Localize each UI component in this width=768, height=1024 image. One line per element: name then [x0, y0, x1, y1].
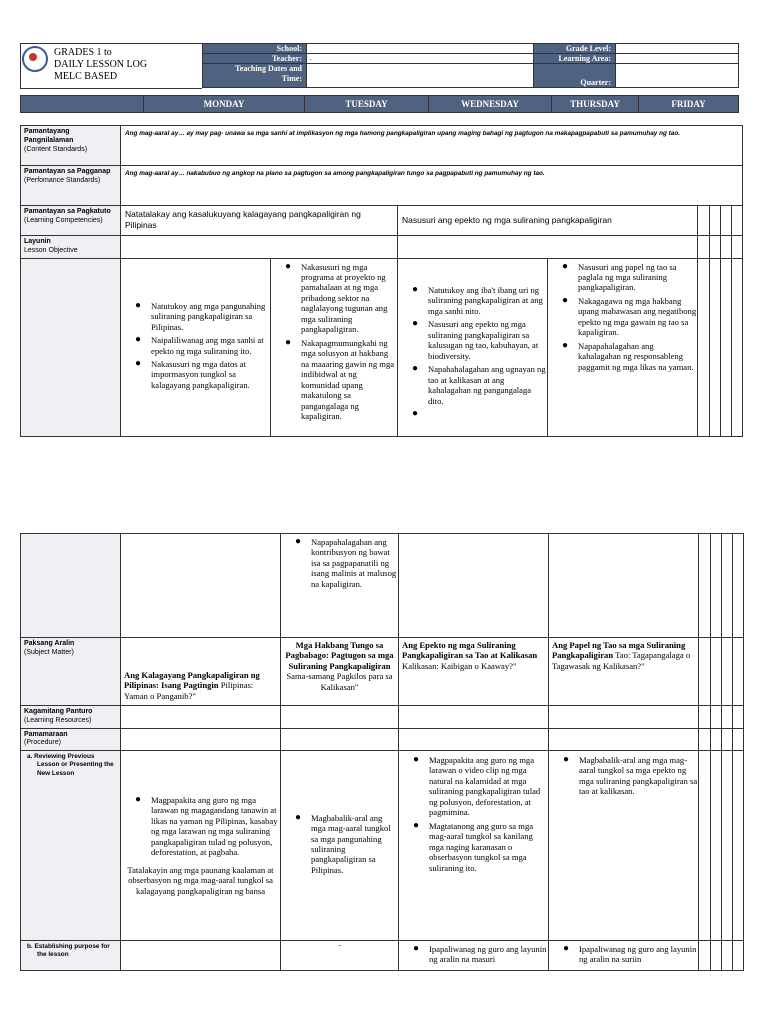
empty-cell [698, 236, 710, 259]
reviewing-thursday [549, 751, 699, 941]
subject-tuesday [281, 638, 399, 706]
title-line-2: DAILY LESSON LOG [54, 59, 148, 70]
objective-monday-list [121, 301, 270, 391]
objective-tuesday [271, 258, 398, 436]
empty-cell [733, 751, 744, 941]
dates-label-line-2: Time: [281, 73, 302, 83]
empty-cell [281, 728, 399, 751]
objective-title: Layunin [24, 238, 51, 245]
content-standards-subtitle: (Content Standards) [24, 145, 88, 153]
competency-a-text: Natatalakay ang kasalukuyang kalagayang pangkapaligiran ng Pilipinas [121, 206, 398, 236]
objective-tuesday-continued [281, 534, 399, 638]
empty-cell [698, 258, 710, 436]
empty-cell [699, 706, 711, 729]
day-header-blank [21, 96, 144, 113]
lesson-table-page-2 [20, 533, 744, 971]
list-item: ● Napapahalagahan ang kahalagahan ng responsableng paggamit ng mga likas na yaman. [578, 341, 697, 372]
empty-cell [710, 236, 721, 259]
title-line-1: GRADES 1 to [54, 47, 112, 58]
empty-cell [722, 534, 733, 638]
empty-cell [711, 638, 722, 706]
empty-cell [711, 941, 722, 971]
list-item: ● Nasusuri ang epekto ng mga suliraning pangkapaligiran sa kalusugan ng tao, kabuhayan, at biodiversity. [428, 319, 547, 361]
empty-cell [699, 638, 711, 706]
subject-tuesday-title: Mga Hakbang Tungo sa Pagbabago: Pagtugon sa mga Suliraning Pangkapaligiran [285, 640, 394, 671]
grade-level-field[interactable] [616, 44, 739, 54]
dates-label [203, 64, 307, 88]
procedure-label [21, 728, 121, 751]
day-friday: FRIDAY [639, 96, 739, 113]
lesson-table-page-1 [20, 125, 743, 437]
subject-wednesday [399, 638, 549, 706]
reviewing-tuesday [281, 751, 399, 941]
objective-wednesday-list [398, 285, 547, 406]
empty-cell [698, 206, 710, 236]
subject-matter-title: Paksang Aralin [24, 640, 75, 647]
dates-field[interactable] [307, 64, 534, 88]
objective-wednesday-continued [399, 534, 549, 638]
empty-cell [699, 534, 711, 638]
empty-cell [711, 706, 722, 729]
resources-title: Kagamitang Panturo [24, 708, 93, 715]
list-item: ● Magtatanong ang guro sa mga mag-aaral tungkol sa kanilang mga naging karanasan o obserbasyon tungkol sa mga suliraning ito. [429, 821, 548, 873]
establishing-tuesday: - [281, 941, 399, 971]
empty-cell [722, 638, 733, 706]
subject-thursday-title: Ang Papel ng Tao sa mga Suliraning Pangkapaligiran [552, 640, 686, 661]
subject-wednesday-title: Ang Epekto ng mga Suliraning Pangkapaligiran sa Tao at Kalikasan [402, 640, 538, 661]
empty-cell [722, 728, 733, 751]
list-item: ● Nakasusuri ng mga programa at proyekto ng pamahalaan at ng mga pribadong sektor na naglalayong tugunan ang mga suliraning pangkapaligiran. [301, 262, 397, 335]
empty-cell [711, 751, 722, 941]
competency-b-text: Nasusuri ang epekto ng mga suliraning pangkapaligiran [398, 206, 698, 236]
reviewing-wednesday [399, 751, 549, 941]
objective-thursday [548, 258, 698, 436]
empty-cell [699, 751, 711, 941]
learning-area-label: Learning Area: [534, 54, 616, 64]
empty-cell [732, 236, 743, 259]
subject-thursday [549, 638, 699, 706]
establishing-wednesday [399, 941, 549, 971]
reviewing-monday-note: Tatalakayin ang mga paunang kaalaman at obserbasyon ng mga mag-aaral tungkol sa kalagayang pangkapaligiran ng bansa [127, 864, 274, 896]
establishing-wednesday-list [399, 944, 548, 965]
list-item: ● Nasusuri ang papel ng tao sa paglala ng mga suliraning pangkapaligiran. [578, 262, 697, 293]
performance-standards-title: Pamantayan sa Pagganap [24, 168, 111, 175]
empty-cell [121, 728, 281, 751]
establishing-thursday [549, 941, 699, 971]
objective-monday [121, 258, 271, 436]
objective-subtitle: Lesson Objective [24, 246, 78, 254]
empty-cell [281, 706, 399, 729]
subject-tuesday-rest: Sama-samang Pagkilos para sa Kalikasan" [286, 671, 393, 692]
content-standards-title: Pamantayang Pangnilalaman [24, 128, 74, 144]
school-field[interactable] [307, 44, 534, 54]
subject-matter-label [21, 638, 121, 706]
quarter-label: Quarter: [534, 64, 616, 88]
subject-matter-subtitle: (Subject Matter) [24, 648, 74, 656]
day-wednesday: WEDNESDAY [429, 96, 552, 113]
objective-wednesday [398, 258, 548, 436]
list-item: ● Ipapaliwanag ng guro ang layunin ng aralin na masuri [429, 944, 548, 965]
empty-cell [733, 534, 744, 638]
objective-header-b [398, 236, 698, 259]
subject-thursday-rest: Tao: Tagapangalaga o Tagawasak ng Kalikasan?" [552, 650, 691, 671]
school-label: School: [203, 44, 307, 54]
empty-cell [699, 941, 711, 971]
quarter-field[interactable] [616, 64, 739, 88]
objective-continued-label [21, 534, 121, 638]
empty-cell [121, 941, 281, 971]
grade-level-label: Grade Level: [534, 44, 616, 54]
empty-cell [722, 706, 733, 729]
dates-label-line-1: Teaching Dates and [235, 64, 302, 73]
list-item: ● Natutukoy ang mga pangunahing suliraning pangkapaligiran sa Pilipinas. [151, 301, 270, 332]
list-item: ● Natutukoy ang iba't ibang uri ng suliraning pangkapaligiran at ang mga sanhi nito. [428, 285, 547, 316]
reviewing-label: a. Reviewing Previous Lesson or Presenting the New Lesson [21, 751, 121, 941]
empty-cell [121, 706, 281, 729]
competencies-label [21, 206, 121, 236]
objective-thursday-continued [549, 534, 699, 638]
subject-wednesday-rest: Kalikasan: Kaibigan o Kaaway?" [402, 660, 517, 671]
list-item: ● Magpapakita ang guro ng mga larawan ng magagandang tanawin at likas na yaman ng Pilipinas, kasabay ng mga larawan ng mga suliraning pangkapaligiran tulad ng polusyon, deforestation, at pagbaha. [151, 795, 280, 858]
objective-header-a [121, 236, 398, 259]
procedure-subtitle: (Procedure) [24, 739, 61, 747]
empty-cell [733, 706, 744, 729]
reviewing-monday [121, 751, 281, 941]
empty-cell [399, 706, 549, 729]
teacher-field[interactable]: . [307, 54, 534, 64]
reviewing-monday-list [121, 795, 280, 858]
content-standards-label [21, 126, 121, 166]
list-item: ● Napahahalagahan ang ugnayan ng tao at kalikasan at ang kahalagahan ng pangangalaga dito. [428, 364, 547, 406]
empty-cell [549, 706, 699, 729]
day-thursday: THURSDAY [552, 96, 639, 113]
empty-cell [732, 206, 743, 236]
empty-cell [711, 728, 722, 751]
empty-cell [399, 728, 549, 751]
list-item: ● Magbabalik-aral ang mga mag-aaral tungkol sa mga pangunahing suliraning pangkapaligiran sa Pilipinas. [311, 813, 398, 876]
empty-cell [710, 258, 721, 436]
empty-cell [721, 206, 732, 236]
empty-cell [733, 941, 744, 971]
empty-cell [549, 728, 699, 751]
header-left-border [20, 43, 202, 89]
performance-standards-text: Ang mag-aaral ay… nakabubuo ng angkop na plano sa pagtugon sa among pangkapaligiran tungo sa pagpapabuti ng pamumuhay ng tao. [121, 166, 743, 206]
reviewing-wednesday-list [399, 755, 548, 873]
reviewing-thursday-list [549, 755, 698, 797]
day-monday: MONDAY [144, 96, 305, 113]
teacher-label: Teacher: [203, 54, 307, 64]
list-item: ● Naipaliliwanag ang mga sanhi at epekto ng mga suliraning ito. [151, 335, 270, 356]
competencies-subtitle: (Learning Competencies) [24, 216, 103, 224]
empty-cell [722, 751, 733, 941]
day-tuesday: TUESDAY [305, 96, 429, 113]
list-item: ● Magbabalik-aral ang mga mag-aaral tungkol sa mga epekto ng mga suliraning pangkapaligiran sa tao at kalikasan. [579, 755, 698, 797]
list-item: ● Magpapakita ang guro ng mga larawan o video clip ng mga natural na kalamidad at mga suliraning pangkapaligiran tulad ng polusyon, deforestation, at pagmimina. [429, 755, 548, 818]
establishing-label: b. Establishing purpose for the lesson [21, 941, 121, 971]
empty-cell [732, 258, 743, 436]
list-item: ● Ipapaliwanag ng guro ang layunin ng aralin na suriin [579, 944, 698, 965]
empty-cell [722, 941, 733, 971]
objective-thursday-list [548, 262, 697, 373]
establishing-thursday-list [549, 944, 698, 965]
list-item: ● Napapahalagahan ang kontribusyon ng bawat isa sa pagpapanatili ng isang malinis at malusog na kapaligiran. [311, 537, 398, 589]
objective-tuesday-continued-list [281, 537, 398, 589]
competencies-title: Pamantayan sa Pagkatuto [24, 208, 111, 215]
empty-cell [711, 534, 722, 638]
empty-cell [721, 236, 732, 259]
objective-label-blank [21, 258, 121, 436]
list-item: ● Nakapagmumungkahi ng mga solusyon at hakbang na maaaring gawin ng mga indibidwal at ng komunidad upang makatulong sa pangangalaga ng kapaligiran. [301, 338, 397, 422]
objective-label [21, 236, 121, 259]
learning-area-field[interactable] [616, 54, 739, 64]
performance-standards-label [21, 166, 121, 206]
reviewing-tuesday-list [281, 813, 398, 876]
resources-subtitle: (Learning Resources) [24, 716, 92, 724]
empty-cell [710, 206, 721, 236]
empty-cell [733, 638, 744, 706]
list-item: ● Nakagagawa ng mga hakbang upang mabawasan ang negatibong epekto ng mga gawain ng tao sa kapaligiran. [578, 296, 697, 338]
subject-monday-title: Ang Kalagayang Pangkapaligiran ng Pilipinas: Isang Pagtingin [124, 669, 260, 691]
empty-cell [721, 258, 732, 436]
empty-cell [699, 728, 711, 751]
performance-standards-subtitle: (Perfomance Standards) [24, 176, 101, 184]
subject-monday-rest: Pilipinas: Yaman o Panganib?" [124, 680, 254, 701]
list-item: ● Nakasusuri ng mga datos at impormasyon tungkol sa kalagayang pangkapaligiran. [151, 359, 270, 390]
subject-monday [121, 638, 281, 706]
empty-cell [733, 728, 744, 751]
day-header-row [20, 95, 739, 113]
header-info-table [202, 43, 739, 88]
content-standards-text: Ang mag-aaral ay… ay may pag- unawa sa mga sanhi at implikasyon ng mga hamong pangkapaligiran upang maging bahagi ng pagtugon na makapagpapabuti sa pamumuhay ng tao. [121, 126, 743, 166]
resources-label [21, 706, 121, 729]
objective-tuesday-list [271, 262, 397, 422]
title-line-3: MELC BASED [54, 71, 118, 82]
procedure-title: Pamamaraan [24, 730, 68, 738]
objective-monday-continued [121, 534, 281, 638]
